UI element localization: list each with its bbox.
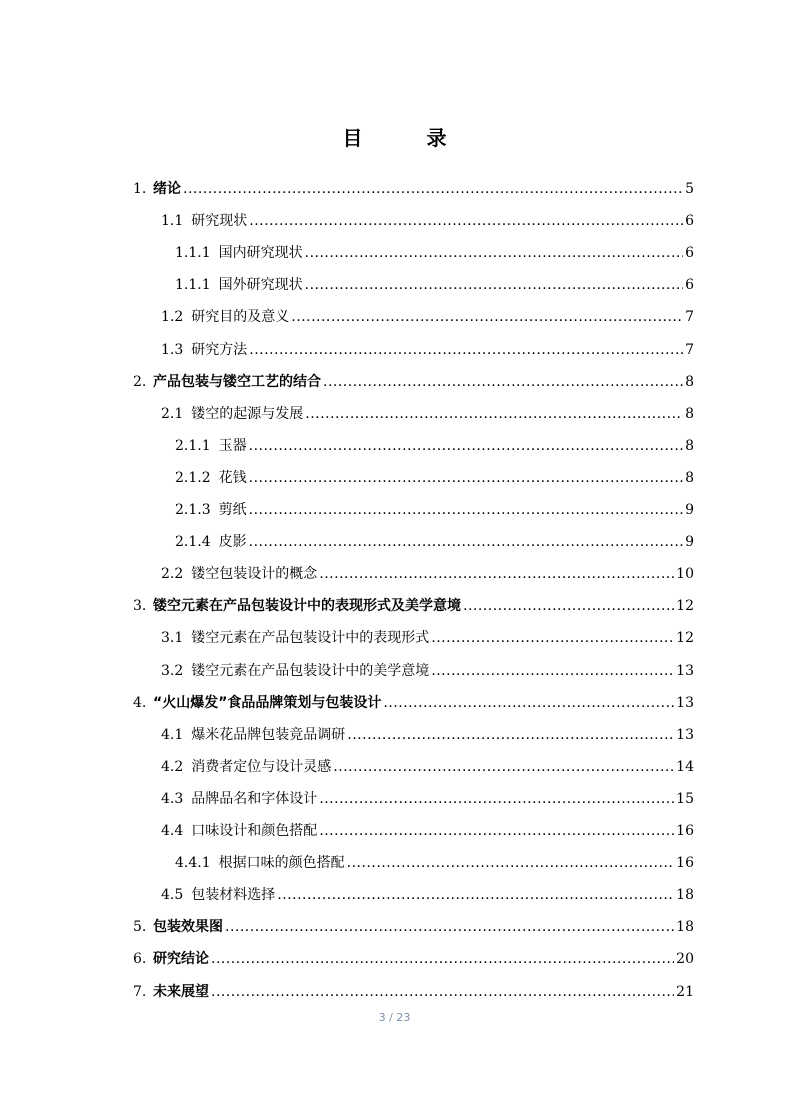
- dot-leader: [249, 467, 683, 489]
- toc-entry-page: 15: [676, 790, 694, 807]
- toc-entry-number: 1.1.1: [175, 245, 211, 262]
- dot-leader: [225, 916, 674, 938]
- dot-leader: [249, 339, 683, 361]
- toc-entry-label: 研究现状: [191, 213, 248, 230]
- toc-entry-page: 8: [685, 373, 694, 390]
- toc-entry-number: 2.2: [161, 566, 184, 583]
- toc-entry-label: 花钱: [218, 469, 247, 486]
- toc-entry-label: 玉器: [218, 437, 247, 454]
- toc-entry-page: 9: [685, 534, 694, 551]
- dot-leader: [291, 306, 683, 328]
- toc-entry[interactable]: [133, 981, 694, 1003]
- toc-entry-label: 镂空元素在产品包装设计中的美学意境: [191, 662, 430, 679]
- toc-entry-page: 7: [685, 309, 694, 326]
- dot-leader: [347, 852, 675, 874]
- toc-entry-number: 1.2: [161, 309, 184, 326]
- dot-leader: [249, 210, 683, 232]
- dot-leader: [211, 981, 674, 1003]
- dot-leader: [319, 788, 674, 810]
- toc-entry-label: 镂空元素在产品包装设计中的表现形式: [191, 630, 430, 647]
- toc-entry-label: 产品包装与镂空工艺的结合: [153, 373, 321, 390]
- toc-entry-page: 6: [685, 213, 694, 230]
- dot-leader: [211, 948, 674, 970]
- toc-entry-page: 8: [685, 469, 694, 486]
- toc-entry-number: 1.1.1: [175, 277, 211, 294]
- toc-entry[interactable]: [161, 563, 694, 585]
- toc-entry-label: 研究方法: [191, 341, 248, 358]
- toc-entry[interactable]: [133, 595, 694, 617]
- toc-entry-label: 国外研究现状: [218, 277, 303, 294]
- dot-leader: [319, 563, 674, 585]
- toc-entry[interactable]: [175, 467, 694, 489]
- dot-leader: [183, 178, 683, 200]
- toc-entry-number: 3.: [133, 598, 147, 615]
- toc-entry[interactable]: [161, 660, 694, 682]
- toc-entry-label: 国内研究现状: [218, 245, 303, 262]
- toc-entry-number: 2.1.1: [175, 437, 211, 454]
- dot-leader: [333, 756, 674, 778]
- dot-leader: [431, 627, 674, 649]
- toc-entry-page: 8: [685, 437, 694, 454]
- toc-entry-page: 16: [676, 823, 694, 839]
- toc-entry-page: 16: [676, 855, 694, 872]
- toc-entry[interactable]: [175, 242, 694, 264]
- toc-entry-page: 5: [685, 181, 694, 197]
- toc-entry[interactable]: [175, 499, 694, 521]
- toc-entry-number: 1.3: [161, 341, 184, 358]
- toc-entry-page: 13: [676, 662, 694, 679]
- dot-leader: [323, 371, 683, 393]
- dot-leader: [319, 820, 674, 842]
- dot-leader: [431, 660, 674, 682]
- toc-entry[interactable]: [161, 820, 694, 842]
- toc-title: 目 录: [342, 126, 469, 150]
- toc-entry-number: 4.: [133, 694, 147, 711]
- toc-entry[interactable]: [161, 403, 694, 425]
- toc-entry-number: 2.1.3: [175, 502, 211, 518]
- toc-entry-label: 皮影: [218, 534, 247, 551]
- toc-entry[interactable]: [175, 531, 694, 553]
- toc-entry[interactable]: [161, 756, 694, 778]
- toc-entry[interactable]: [161, 306, 694, 328]
- toc-entry-page: 10: [676, 566, 694, 583]
- toc-entry[interactable]: [161, 788, 694, 810]
- toc-entry-label: 镂空的起源与发展: [191, 405, 304, 422]
- dot-leader: [277, 884, 674, 906]
- toc-entry-label: 未来展望: [153, 983, 209, 1000]
- toc-entry-label: 包装材料选择: [191, 887, 276, 904]
- toc-entry-page: 9: [685, 502, 694, 518]
- toc-entry-label: 品牌品名和字体设计: [191, 790, 318, 807]
- toc-entry-page: 13: [676, 726, 694, 743]
- toc-entry-label: “火山爆发”食品品牌策划与包装设计: [153, 694, 382, 711]
- toc-entry-page: 7: [685, 341, 694, 358]
- toc-entry-label: 镂空包装设计的概念: [191, 566, 318, 583]
- page-indicator: 3 / 23: [378, 1011, 411, 1024]
- toc-entry[interactable]: [161, 724, 694, 746]
- toc-entry-page: 21: [676, 983, 694, 1000]
- toc-entry-number: 4.1: [161, 726, 184, 743]
- toc-entry[interactable]: [133, 916, 694, 938]
- toc-entry-page: 13: [676, 694, 694, 711]
- toc-entry-label: 剪纸: [218, 502, 247, 518]
- dot-leader: [383, 692, 674, 714]
- toc-entry-number: 2.: [133, 373, 147, 390]
- toc-entry[interactable]: [161, 884, 694, 906]
- toc-entry-number: 1.: [133, 181, 147, 197]
- toc-entry-page: 20: [676, 951, 694, 968]
- toc-entry-page: 6: [685, 277, 694, 294]
- dot-leader: [463, 595, 674, 617]
- dot-leader: [249, 499, 683, 521]
- dot-leader: [305, 403, 683, 425]
- toc-entry-number: 1.1: [161, 213, 184, 230]
- toc-entry-page: 12: [676, 630, 694, 647]
- toc-entry[interactable]: [161, 210, 694, 232]
- toc-entry-number: 3.2: [161, 662, 184, 679]
- toc-entry[interactable]: [161, 627, 694, 649]
- toc-entry-number: 4.3: [161, 790, 184, 807]
- toc-entry[interactable]: [133, 948, 694, 970]
- toc-entry-label: 消费者定位与设计灵感: [191, 758, 332, 775]
- toc-entry[interactable]: [161, 339, 694, 361]
- toc-entry[interactable]: [133, 692, 694, 714]
- toc-entry-number: 4.4.1: [175, 855, 211, 872]
- toc-entry-number: 6.: [133, 951, 147, 968]
- toc-entry[interactable]: [175, 852, 694, 874]
- toc-entry-number: 4.4: [161, 823, 184, 839]
- dot-leader: [305, 242, 683, 264]
- toc-entry-number: 2.1: [161, 405, 184, 422]
- dot-leader: [249, 531, 683, 553]
- toc-entry-page: 14: [676, 758, 694, 775]
- toc-entry-label: 包装效果图: [153, 919, 223, 936]
- dot-leader: [305, 274, 683, 296]
- toc-entry-number: 4.2: [161, 758, 184, 775]
- dot-leader: [347, 724, 674, 746]
- toc-entry-label: 根据口味的颜色搭配: [218, 855, 345, 872]
- toc-entry[interactable]: [175, 274, 694, 296]
- toc-entry[interactable]: [133, 178, 694, 200]
- toc-entry-label: 研究目的及意义: [191, 309, 290, 326]
- toc-entry-page: 8: [685, 405, 694, 422]
- toc-entry-label: 爆米花品牌包装竞品调研: [191, 726, 346, 743]
- toc-entry-label: 研究结论: [153, 951, 209, 968]
- toc-entry-page: 18: [676, 887, 694, 904]
- toc-entry-label: 口味设计和颜色搭配: [191, 823, 318, 839]
- toc-entry-page: 12: [676, 598, 694, 615]
- toc-entry-page: 18: [676, 919, 694, 936]
- toc-entry-page: 6: [685, 245, 694, 262]
- toc-entry-number: 2.1.2: [175, 469, 211, 486]
- toc-entry-label: 绪论: [153, 181, 181, 197]
- toc-entry[interactable]: [175, 435, 694, 457]
- toc-entry-number: 4.5: [161, 887, 184, 904]
- toc-entry[interactable]: [133, 371, 694, 393]
- toc-entry-label: 镂空元素在产品包装设计中的表现形式及美学意境: [153, 598, 461, 615]
- toc-entry-number: 2.1.4: [175, 534, 211, 551]
- toc-entry-number: 7.: [133, 983, 147, 1000]
- toc-entry-number: 3.1: [161, 630, 184, 647]
- dot-leader: [249, 435, 683, 457]
- toc-entry-number: 5.: [133, 919, 147, 936]
